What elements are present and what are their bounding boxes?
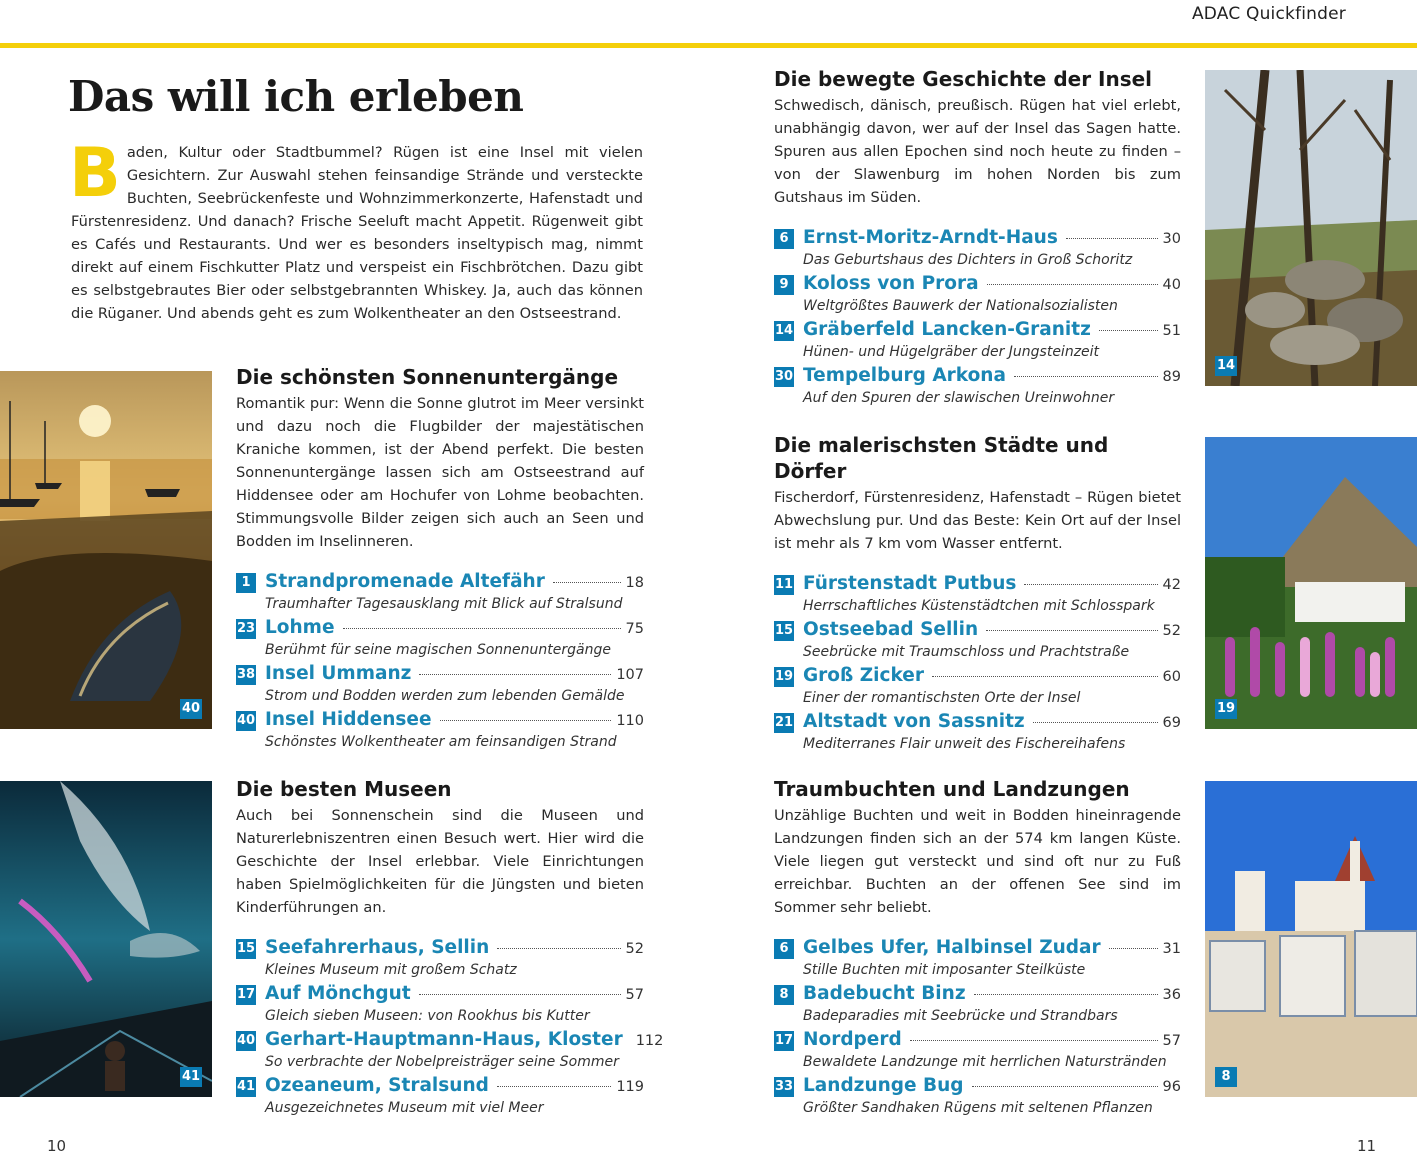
- location-number-badge: 30: [774, 367, 794, 387]
- toc-list: [236, 571, 644, 755]
- toc-entry-line: [803, 1075, 1181, 1096]
- toc-list: [774, 227, 1181, 411]
- toc-entry-description: Stille Buchten mit imposanter Steilküste: [803, 962, 1086, 978]
- header-label: ADAC Quickfinder: [1191, 4, 1346, 24]
- toc-entry-description: Hünen- und Hügelgräber der Jungsteinzeit: [803, 344, 1100, 360]
- toc-page-number: 30: [1162, 231, 1181, 247]
- section-history: [774, 66, 1181, 411]
- drop-cap: B: [69, 134, 121, 213]
- toc-entry-line: [803, 983, 1181, 1004]
- toc-entry[interactable]: [236, 1029, 664, 1075]
- toc-page-number: 36: [1162, 987, 1181, 1003]
- location-number-badge: 40: [236, 711, 256, 731]
- section-title: Die schönsten Sonnenuntergänge: [236, 365, 619, 389]
- toc-entry[interactable]: [774, 273, 1181, 319]
- toc-entry-description: Traumhafter Tagesausklang mit Blick auf Stralsund: [265, 596, 623, 612]
- toc-page-number: 51: [1162, 323, 1181, 339]
- toc-entry[interactable]: [774, 665, 1181, 711]
- toc-page-number: 18: [625, 575, 644, 591]
- toc-entry-title[interactable]: Gräberfeld Lancken-Granitz: [803, 319, 1091, 340]
- photo-badge: 41: [180, 1067, 202, 1087]
- dot-leader: [1033, 722, 1158, 723]
- section-title: Traumbuchten und Landzungen: [774, 777, 1130, 801]
- bays-photo: [1205, 781, 1417, 1097]
- photo-badge: 14: [1215, 356, 1237, 376]
- location-number-badge: 8: [774, 985, 794, 1005]
- toc-entry-title[interactable]: Gerhart-Hauptmann-Haus, Kloster: [265, 1029, 623, 1050]
- toc-page-number: 96: [1162, 1079, 1181, 1095]
- toc-entry-line: [803, 665, 1181, 686]
- toc-entry[interactable]: [236, 663, 644, 709]
- toc-entry-line: [803, 619, 1181, 640]
- sunset-photo: [0, 371, 212, 729]
- location-number-badge: 11: [774, 575, 794, 595]
- toc-page-number: 107: [616, 667, 644, 683]
- location-number-badge: 38: [236, 665, 256, 685]
- toc-entry[interactable]: [774, 319, 1181, 365]
- toc-entry-line: [803, 273, 1181, 294]
- toc-page-number: 42: [1162, 577, 1181, 593]
- toc-entry-description: Strom und Bodden werden zum lebenden Gemälde: [265, 688, 625, 704]
- location-number-badge: 15: [774, 621, 794, 641]
- toc-entry-description: Seebrücke mit Traumschloss und Prachtstraße: [803, 644, 1130, 660]
- toc-entry-description: Herrschaftliches Küstenstädtchen mit Schlosspark: [803, 598, 1155, 614]
- toc-page-number: 57: [625, 987, 644, 1003]
- toc-entry[interactable]: [236, 1075, 644, 1121]
- museum-photo: [0, 781, 212, 1097]
- toc-entry-line: [265, 1075, 644, 1096]
- section-text: Schwedisch, dänisch, preußisch. Rügen hat viel erlebt, unabhängig davon, wer auf der Insel das Sagen hatte. Spuren aus allen Epochen sind noch heute zu finden – von der Slawenburg im hohen Norden bis zum Gutshaus im Süden.: [774, 97, 1181, 206]
- toc-entry[interactable]: [774, 1075, 1181, 1121]
- toc-entry[interactable]: [774, 937, 1181, 983]
- dot-leader: [343, 628, 621, 629]
- section-towns: [774, 432, 1181, 757]
- toc-list: [774, 937, 1181, 1121]
- toc-entry-title[interactable]: Nordperd: [803, 1029, 902, 1050]
- dot-leader: [1014, 376, 1158, 377]
- location-number-badge: 6: [774, 229, 794, 249]
- location-number-badge: 1: [236, 573, 256, 593]
- dot-leader: [419, 674, 611, 675]
- toc-entry-description: Kleines Museum mit großem Schatz: [265, 962, 517, 978]
- location-number-badge: 40: [236, 1031, 256, 1051]
- location-number-badge: 6: [774, 939, 794, 959]
- toc-entry[interactable]: [236, 571, 644, 617]
- toc-entry-title[interactable]: Seefahrerhaus, Sellin: [265, 937, 490, 958]
- section-title: Die malerischsten Städte und Dörfer: [774, 433, 1109, 483]
- location-number-badge: 21: [774, 713, 794, 733]
- toc-entry[interactable]: [774, 365, 1181, 411]
- toc-entry-title[interactable]: Koloss von Prora: [803, 273, 979, 294]
- toc-entry-title[interactable]: Gelbes Ufer, Halbinsel Zudar: [803, 937, 1101, 958]
- toc-entry-description: Bewaldete Landzunge mit herrlichen Naturstränden: [803, 1054, 1167, 1070]
- dot-leader: [1109, 948, 1158, 949]
- toc-entry-line: [803, 573, 1181, 594]
- page-title: Das will ich erleben: [68, 72, 524, 121]
- toc-list: [236, 937, 664, 1121]
- toc-entry[interactable]: [774, 711, 1181, 757]
- toc-entry-line: [265, 937, 644, 958]
- toc-page-number: 112: [635, 1033, 664, 1049]
- toc-entry-title[interactable]: Groß Zicker: [803, 665, 924, 686]
- dot-leader: [497, 948, 620, 949]
- location-number-badge: 9: [774, 275, 794, 295]
- toc-entry-title[interactable]: Insel Hiddensee: [265, 709, 432, 730]
- location-number-badge: 33: [774, 1077, 794, 1097]
- toc-entry[interactable]: [236, 937, 644, 983]
- toc-entry-line: [265, 571, 644, 592]
- toc-entry-title[interactable]: Ostseebad Sellin: [803, 619, 979, 640]
- toc-entry-line: [265, 617, 644, 638]
- toc-entry-description: Ausgezeichnetes Museum mit viel Meer: [265, 1100, 544, 1116]
- toc-page-number: 31: [1162, 941, 1181, 957]
- toc-page-number: 69: [1162, 715, 1181, 731]
- section-text: Fischerdorf, Fürstenresidenz, Hafenstadt – Rügen bietet Abwechslung pur. Und das Beste: Kein Ort auf der Insel ist mehr als 7 km vom Wasser entfernt.: [774, 489, 1181, 552]
- dot-leader: [497, 1086, 611, 1087]
- toc-page-number: 89: [1162, 369, 1181, 385]
- toc-entry[interactable]: [774, 1029, 1181, 1075]
- toc-entry[interactable]: [774, 983, 1181, 1029]
- section-text: Romantik pur: Wenn die Sonne glutrot im Meer versinkt und dazu noch die Flugbilder der majestätischen Kraniche kommen, ist der Abend perfekt. Die besten Sonnenuntergänge lassen sich am Ostseestrand auf Hiddensee oder am Hochufer von Lohme beobachten. Stimmungsvolle Bilder zeigen sich auch an Seen und Bodden im Inselinneren.: [236, 395, 644, 550]
- toc-page-number: 119: [616, 1079, 644, 1095]
- photo-badge: 19: [1215, 699, 1237, 719]
- section-title: Die bewegte Geschichte der Insel: [774, 67, 1153, 91]
- beach-chairs-illustration: [1205, 781, 1417, 1097]
- sunset-illustration: [0, 371, 212, 729]
- intro-text: aden, Kultur oder Stadtbummel? Rügen ist eine Insel mit vielen Gesichtern. Zur Auswahl stehen feinsandige Strände und versteckte Buchten, Seebrückenfeste und Wohnzimmerkonzerte, Hafenstadt und Fürstenresidenz. Und danach? Frische Seeluft macht Appetit. Rügenweit gibt es Cafés und Restaurants. Und wer es besonders inseltypisch mag, nimmt direkt auf einem Fischkutter Platz und verspeist ein Fischbrötchen. Dazu gibt es selbstgebrautes Bier oder selbstgebrannten Whiskey. Ja, auch das können die Rüganer. Und abends geht es zum Wolkentheater an den Ostseestrand.: [71, 144, 643, 322]
- toc-page-number: 57: [1162, 1033, 1181, 1049]
- section-title: Die besten Museen: [236, 777, 452, 801]
- toc-entry-title[interactable]: Strandpromenade Altefähr: [265, 571, 545, 592]
- dot-leader: [986, 630, 1157, 631]
- toc-entry[interactable]: [236, 983, 644, 1029]
- dot-leader: [419, 994, 621, 995]
- section-bays: [774, 776, 1181, 1121]
- toc-entry-title[interactable]: Ozeaneum, Stralsund: [265, 1075, 489, 1096]
- location-number-badge: 17: [236, 985, 256, 1005]
- location-number-badge: 14: [774, 321, 794, 341]
- toc-entry-title[interactable]: Lohme: [265, 617, 335, 638]
- toc-entry-description: Einer der romantischsten Orte der Insel: [803, 690, 1081, 706]
- dot-leader: [987, 284, 1158, 285]
- toc-entry-line: [803, 227, 1181, 248]
- towns-photo: [1205, 437, 1417, 729]
- toc-entry-line: [265, 983, 644, 1004]
- toc-page-number: 52: [625, 941, 644, 957]
- toc-entry-line: [265, 709, 644, 730]
- toc-entry-description: Badeparadies mit Seebrücke und Strandbars: [803, 1008, 1118, 1024]
- dot-leader: [1066, 238, 1158, 239]
- location-number-badge: 17: [774, 1031, 794, 1051]
- toc-entry-title[interactable]: Auf Mönchgut: [265, 983, 411, 1004]
- dot-leader: [974, 994, 1158, 995]
- history-photo: [1205, 70, 1417, 386]
- toc-entry-line: [803, 1029, 1181, 1050]
- intro-paragraph: [69, 134, 643, 325]
- toc-entry-description: Das Geburtshaus des Dichters in Groß Schoritz: [803, 252, 1133, 268]
- toc-entry-description: Größter Sandhaken Rügens mit seltenen Pflanzen: [803, 1100, 1153, 1116]
- toc-entry[interactable]: [774, 227, 1181, 273]
- dot-leader: [972, 1086, 1158, 1087]
- toc-page-number: 52: [1162, 623, 1181, 639]
- toc-entry-title[interactable]: Altstadt von Sassnitz: [803, 711, 1025, 732]
- dolmen-illustration: [1205, 70, 1417, 386]
- toc-entry-description: Berühmt für seine magischen Sonnenuntergänge: [265, 642, 611, 658]
- page-number-left: 10: [47, 1137, 67, 1155]
- toc-entry-title[interactable]: Fürstenstadt Putbus: [803, 573, 1017, 594]
- toc-entry-description: So verbrachte der Nobelpreisträger seine Sommer: [265, 1054, 619, 1070]
- toc-entry-line: [803, 711, 1181, 732]
- photo-badge: 8: [1215, 1067, 1237, 1087]
- dot-leader: [553, 582, 621, 583]
- toc-entry-title[interactable]: Badebucht Binz: [803, 983, 966, 1004]
- toc-list: [774, 573, 1181, 757]
- section-sunsets: [236, 364, 644, 755]
- thatched-house-illustration: [1205, 437, 1417, 729]
- location-number-badge: 15: [236, 939, 256, 959]
- toc-entry-description: Mediterranes Flair unweit des Fischereihafens: [803, 736, 1126, 752]
- toc-entry-title[interactable]: Ernst-Moritz-Arndt-Haus: [803, 227, 1058, 248]
- toc-entry-description: Auf den Spuren der slawischen Ureinwohner: [803, 390, 1115, 406]
- toc-entry-description: Gleich sieben Museen: von Rookhus bis Kutter: [265, 1008, 590, 1024]
- toc-page-number: 75: [625, 621, 644, 637]
- toc-entry-line: [803, 365, 1181, 386]
- section-text: Auch bei Sonnenschein sind die Museen und Naturerlebniszentren einen Besuch wert. Hier wird die Geschichte der Insel erlebbar. Viele Einrichtungen haben Spielmöglichkeiten für die Jüngsten und bieten Kinderführungen an.: [236, 807, 644, 916]
- page-number-right: 11: [1357, 1137, 1377, 1155]
- dot-leader: [1099, 330, 1158, 331]
- photo-badge: 40: [180, 699, 202, 719]
- toc-entry-line: [265, 663, 644, 684]
- toc-entry[interactable]: [774, 619, 1181, 665]
- toc-page-number: 110: [616, 713, 644, 729]
- toc-entry-title[interactable]: Insel Ummanz: [265, 663, 412, 684]
- toc-entry-description: Schönstes Wolkentheater am feinsandigen Strand: [265, 734, 617, 750]
- toc-entry-line: [803, 937, 1181, 958]
- museum-illustration: [0, 781, 212, 1097]
- location-number-badge: 19: [774, 667, 794, 687]
- toc-entry-title[interactable]: Tempelburg Arkona: [803, 365, 1006, 386]
- location-number-badge: 23: [236, 619, 256, 639]
- toc-entry-title[interactable]: Landzunge Bug: [803, 1075, 964, 1096]
- toc-entry-description: Weltgrößtes Bauwerk der Nationalsozialisten: [803, 298, 1118, 314]
- toc-page-number: 40: [1162, 277, 1181, 293]
- toc-entry[interactable]: [236, 617, 644, 663]
- toc-entry-line: [265, 1029, 664, 1050]
- section-museums: [236, 776, 664, 1121]
- toc-entry[interactable]: [236, 709, 644, 755]
- toc-entry[interactable]: [774, 573, 1181, 619]
- dot-leader: [440, 720, 612, 721]
- yellow-rule: [0, 43, 1417, 48]
- dot-leader: [910, 1040, 1158, 1041]
- toc-page-number: 60: [1162, 669, 1181, 685]
- toc-entry-line: [803, 319, 1181, 340]
- dot-leader: [1024, 584, 1157, 585]
- dot-leader: [932, 676, 1158, 677]
- section-text: Unzählige Buchten und weit in Bodden hineinragende Landzungen finden sich an der 574 km langen Küste. Viele liegen gut versteckt und sind oft nur zu Fuß erreichbar. Buchten an der offenen See sind im Sommer sehr beliebt.: [774, 807, 1181, 916]
- location-number-badge: 41: [236, 1077, 256, 1097]
